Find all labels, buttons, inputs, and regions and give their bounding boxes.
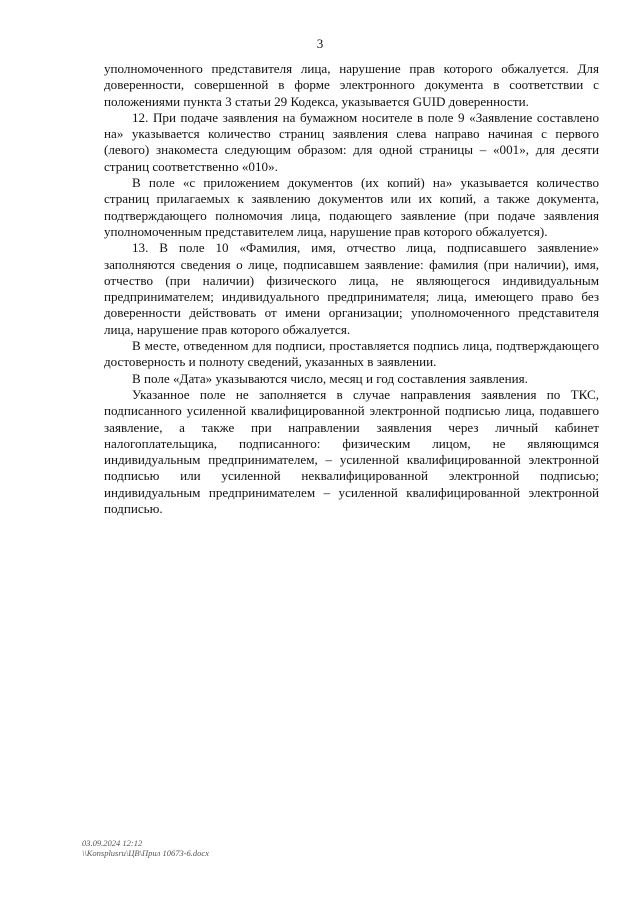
paragraph-continuation: уполномоченного представителя лица, нарушение прав которого обжалуется. Для доверенности, совершенной в форме электронного документа в соответствии с положениями пункта 3 статьи 29 Кодекса, указывается GUID доверенности. xyxy=(104,61,599,109)
paragraph-item-12: 12. При подаче заявления на бумажном носителе в поле 9 «Заявление составлено на» указывается количество страниц заявления слева направо начиная с первого (левого) знакоместа следующим образом: для одной страницы – «001», для десяти страниц соответственно «010». xyxy=(104,109,599,174)
paragraph-item-13: 13. В поле 10 «Фамилия, имя, отчество лица, подписавшего заявление» заполняются сведения о лице, подписавшем заявление: фамилия (при наличии), имя, отчество (при наличии) физического лица, не являющегося индивидуальным предпринимателем; индивидуального предпринимателя; лица, имеющего право без доверенности действовать от имени организации; уполномоченного представителя лица, нарушение прав которого обжалуется. xyxy=(104,240,599,337)
footer-stamp xyxy=(82,838,209,858)
paragraph-attachments: В поле «с приложением документов (их копий) на» указывается количество страниц прилагаемых к заявлению документов или их копий, а также документа, подтверждающего полномочия лица, подающего заявление (при подаче заявления уполномоченным представителем лица, нарушение прав которого обжалуется). xyxy=(104,175,599,239)
document-body xyxy=(104,61,599,517)
paragraph-signature: В месте, отведенном для подписи, проставляется подпись лица, подтверждающего достоверность и полноту сведений, указанных в заявлении. xyxy=(104,338,599,370)
paragraph-date: В поле «Дата» указываются число, месяц и год составления заявления. xyxy=(132,370,528,386)
page-number: 3 xyxy=(316,36,324,51)
footer-timestamp: 03.09.2024 12:12 xyxy=(82,838,143,848)
paragraph-exception: Указанное поле не заполняется в случае направления заявления по ТКС, подписанного усиленной квалифицированной электронной подписью лица, подавшего заявление, а также при направлении заявления через личный кабинет налогоплательщика, подписанного: физическим лицом, не являющимся индивидуальным предпринимателем, – усиленной квалифицированной электронной подписью или усиленной неквалифицированной электронной подписью; индивидуальным предпринимателем – усиленной квалифицированной электронной подписью. xyxy=(104,386,599,517)
footer-file-path: \\Konsplusru\ЦВ\Прил 10673-6.docx xyxy=(82,848,209,858)
